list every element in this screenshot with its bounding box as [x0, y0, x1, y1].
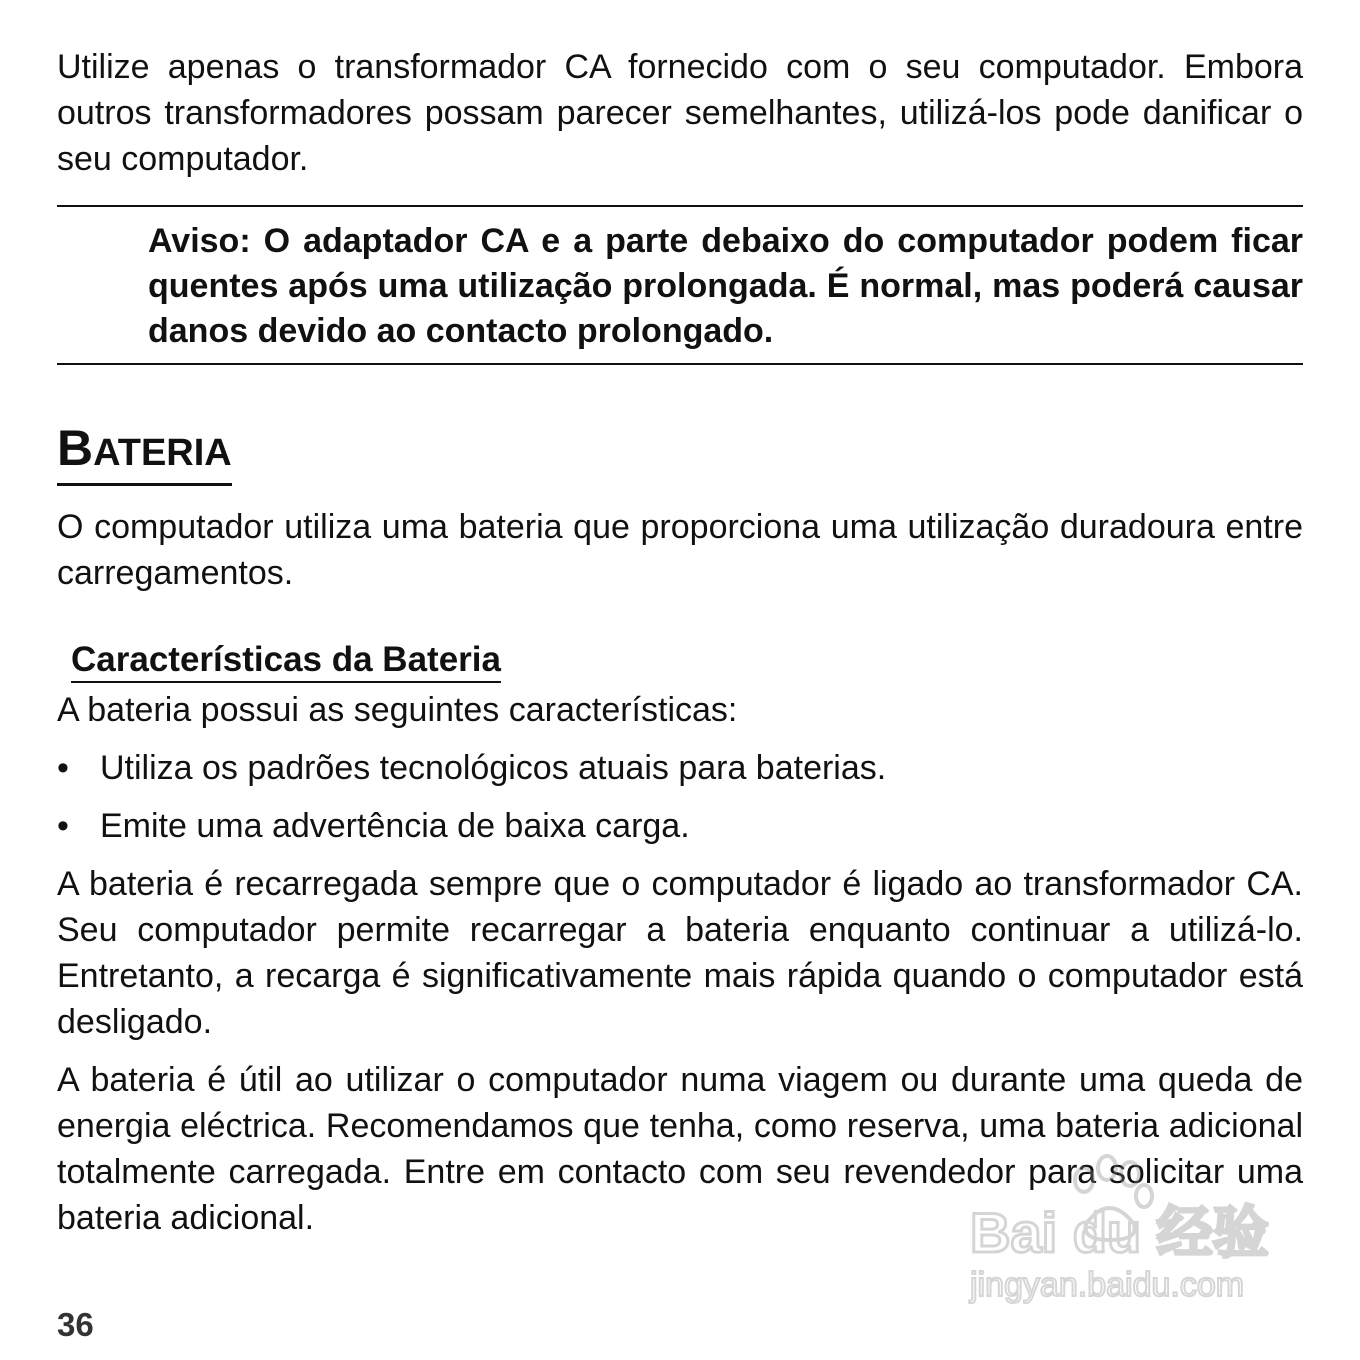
bullet-icon: •	[57, 807, 69, 845]
section-title-initial: B	[57, 420, 94, 476]
intro-paragraph: Utilize apenas o transformador CA fornecido com o seu computador. Embora outros transformadores possam parecer semelhantes, utilizá-los pode danificar o seu computador.	[57, 48, 1303, 178]
watermark-url: jingyan.baidu.com	[970, 1266, 1245, 1304]
subsection-title: Características da Bateria	[71, 639, 501, 683]
recharge-paragraph: A bateria é recarregada sempre que o computador é ligado ao transformador CA. Seu computador permite recarregar a bateria enquanto continuar a utilizá-lo. Entretanto, a recarga é significativamente mais rápida quando o computador está desligado.	[57, 865, 1303, 1041]
baidu-watermark-icon	[964, 1140, 1284, 1310]
list-item-text: Utiliza os padrões tecnológicos atuais para baterias.	[100, 749, 887, 787]
warning-box	[57, 205, 1303, 365]
page-number: 36	[57, 1306, 94, 1343]
travel-paragraph: A bateria é útil ao utilizar o computador numa viagem ou durante uma queda de energia eléctrica. Recomendamos que tenha, como reserva, uma bateria adicional totalmente carregada. Entre em contacto com seu revendedor para solicitar uma bateria adicional.	[57, 1061, 1303, 1237]
bullet-icon: •	[57, 749, 69, 787]
watermark-brand: Bai du 经验	[970, 1201, 1269, 1264]
list-item	[57, 745, 1303, 791]
document-page	[57, 44, 1303, 1241]
section-title-rest: ATERIA	[93, 432, 232, 474]
list-item-text: Emite uma advertência de baixa carga.	[100, 807, 690, 845]
section-title	[57, 418, 232, 486]
list-item	[57, 803, 1303, 849]
section-intro-paragraph: O computador utiliza uma bateria que proporciona uma utilização duradoura entre carregamentos.	[57, 508, 1303, 592]
warning-text: Aviso: O adaptador CA e a parte debaixo do computador podem ficar quentes após uma utilização prolongada. É normal, mas poderá causar danos devido ao contacto prolongado.	[148, 222, 1303, 350]
features-intro: A bateria possui as seguintes características:	[57, 691, 738, 729]
feature-list	[57, 745, 1303, 849]
